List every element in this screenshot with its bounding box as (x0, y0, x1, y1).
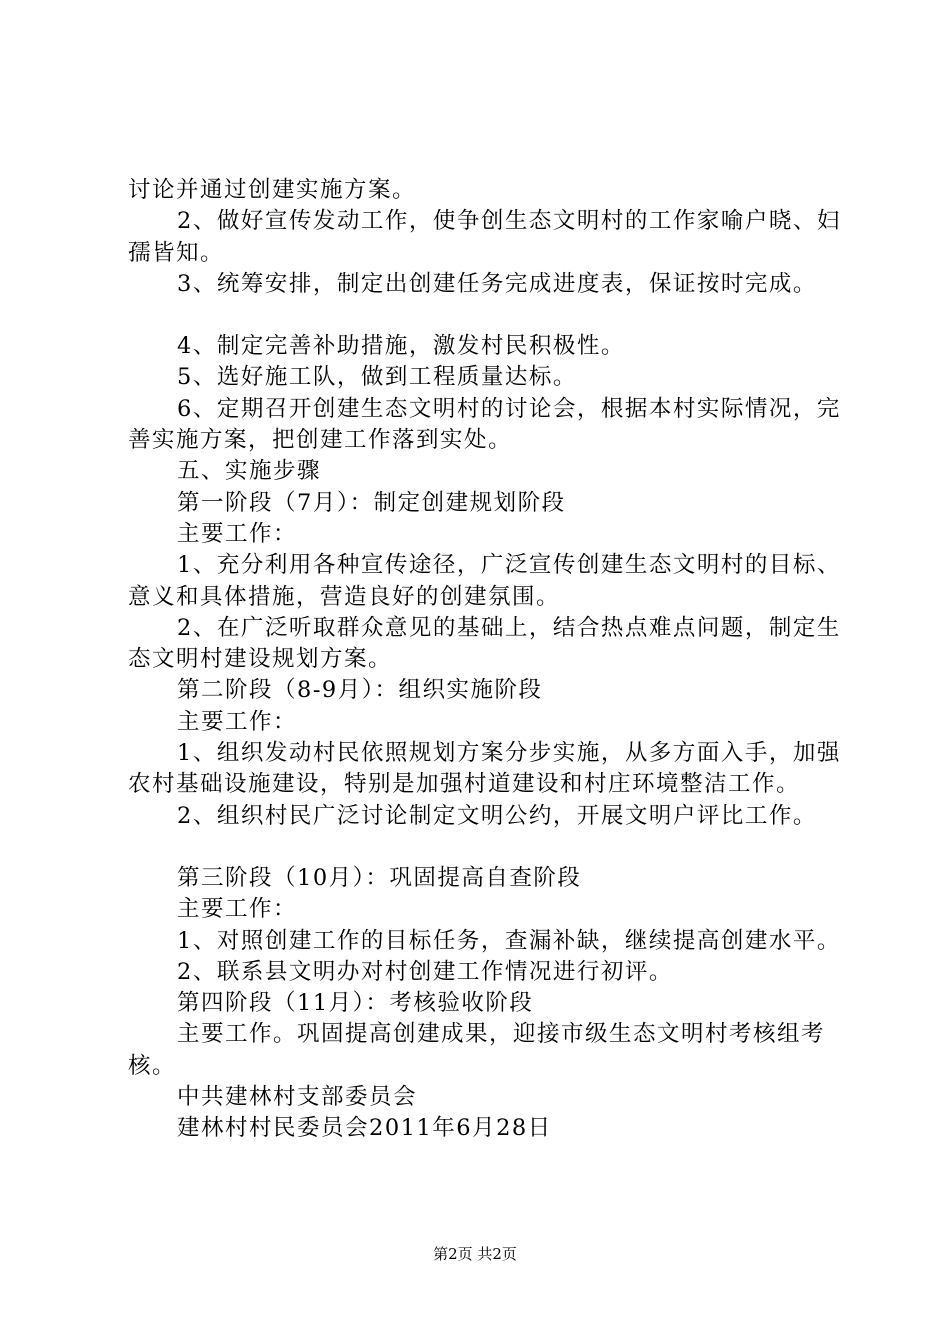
paragraph: 第二阶段（8-9月）：组织实施阶段 (177, 677, 543, 704)
paragraph-spacer (128, 300, 863, 331)
paragraph: 2、做好宣传发动工作，使争创生态文明村的工作家喻户晓、妇孺皆知。 (128, 208, 841, 266)
paragraph: 主要工作： (177, 896, 298, 923)
paragraph: 主要工作： (177, 708, 298, 735)
paragraph: 主要工作。巩固提高创建成果，迎接市级生态文明村考核组考核。 (128, 1021, 826, 1079)
paragraph: 5、选好施工队，做到工程质量达标。 (177, 364, 577, 391)
paragraph: 1、对照创建工作的目标任务，查漏补缺，继续提高创建水平。 (177, 927, 841, 954)
paragraph: 建林村村民委员会2011年6月28日 (177, 1115, 552, 1142)
paragraph: 五、实施步骤 (177, 458, 322, 485)
paragraph: 2、在广泛听取群众意见的基础上，结合热点难点问题，制定生态文明村建设规划方案。 (128, 614, 841, 673)
paragraph: 中共建林村支部委员会 (177, 1084, 418, 1111)
paragraph: 第一阶段（7月）：制定创建规划阶段 (177, 489, 566, 516)
paragraph: 主要工作： (177, 520, 298, 547)
page-number: 第2页 共2页 (433, 1245, 517, 1263)
paragraph: 第三阶段（10月）：巩固提高自查阶段 (177, 864, 582, 891)
paragraph: 6、定期召开创建生态文明村的讨论会，根据本村实际情况，完善实施方案，把创建工作落到实处。 (128, 395, 841, 454)
paragraph: 3、统筹安排，制定出创建任务完成进度表，保证按时完成。 (177, 270, 817, 297)
paragraph-spacer (128, 832, 863, 863)
paragraph: 第四阶段（11月）：考核验收阶段 (177, 990, 534, 1017)
paragraph: 2、组织村民广泛讨论制定文明公约，开展文明户评比工作。 (177, 802, 817, 829)
paragraph: 1、充分利用各种宣传途径，广泛宣传创建生态文明村的目标、意义和具体措施，营造良好的创建氛围。 (128, 552, 841, 610)
paragraph: 4、制定完善补助措施，激发村民积极性。 (177, 333, 625, 360)
page-footer (0, 1244, 950, 1264)
document-body (128, 175, 863, 1145)
paragraph: 1、组织发动村民依照规划方案分步实施，从多方面入手，加强农村基础设施建设，特别是加强村道建设和村庄环境整洁工作。 (128, 740, 841, 798)
paragraph: 2、联系县文明办对村创建工作情况进行初评。 (177, 958, 673, 985)
paragraph: 讨论并通过创建实施方案。 (128, 177, 417, 203)
